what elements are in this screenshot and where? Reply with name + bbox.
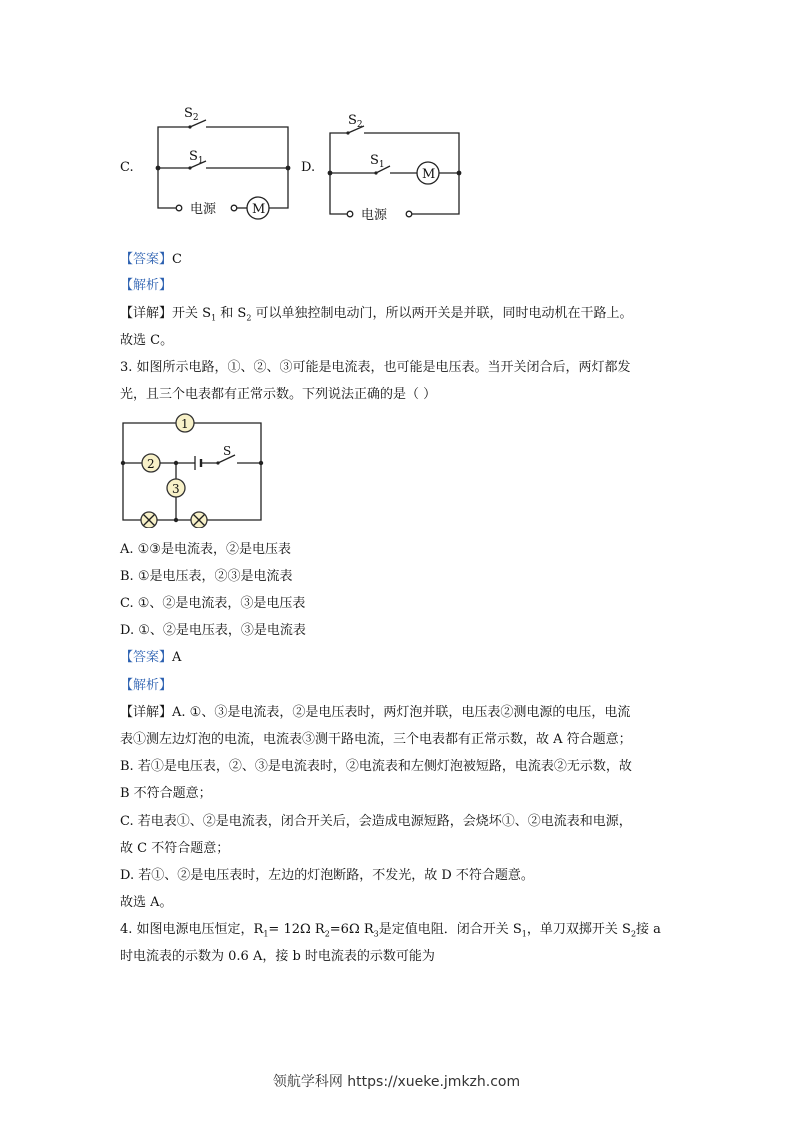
s1-label: $S_1$ bbox=[370, 153, 385, 170]
power-label: 电源 bbox=[361, 208, 388, 220]
q3-option-d: D. ①、②是电压表，③是电流表 bbox=[120, 623, 306, 638]
s1-label: $S_1$ bbox=[189, 149, 204, 166]
q3-detail-line: 故 C 不符合题意； bbox=[120, 841, 230, 856]
page-footer: 领航学科网 https://xueke.jmkzh.com bbox=[272, 1074, 521, 1090]
q4-stem-line: 时电流表的示数为 0.6 A，接 b 时电流表的示数可能为 bbox=[120, 949, 435, 964]
q3-detail-line: B. 若①是电压表，②、③是电流表时，②电流表和左侧灯泡被短路，电流表②无示数，故 bbox=[120, 759, 632, 774]
q3-detail-line: 【详解】A. ①、③是电流表，②是电压表时，两灯泡并联，电压表②测电源的电压，电流 bbox=[120, 705, 631, 720]
q3-stem-line: 3. 如图所示电路，①、②、③可能是电流表，也可能是电压表。当开关闭合后，两灯都发 bbox=[120, 360, 631, 375]
circuit-d-diagram bbox=[324, 110, 469, 220]
q3-option-b: B. ①是电压表，②③是电流表 bbox=[120, 569, 293, 584]
power-terminal bbox=[347, 211, 353, 217]
q2-analysis-tag: 【解析】 bbox=[120, 278, 173, 293]
circuit-c-diagram bbox=[150, 100, 295, 220]
s2-label: $S_2$ bbox=[184, 106, 199, 123]
motor-label: M bbox=[422, 167, 436, 182]
q2-answer: 【答案】C bbox=[120, 252, 182, 267]
q3-detail-line: D. 若①、②是电压表时，左边的灯泡断路，不发光，故 D 不符合题意。 bbox=[120, 868, 534, 883]
meter-1-label: 1 bbox=[181, 417, 189, 431]
q3-detail-line: 表①测左边灯泡的电流，电流表③测干路电流，三个电表都有正常示数，故 A 符合题意； bbox=[120, 732, 632, 747]
q3-analysis-tag: 【解析】 bbox=[120, 678, 173, 693]
q3-option-a: A. ①③是电流表，②是电压表 bbox=[120, 542, 291, 557]
s2-label: $S_2$ bbox=[348, 113, 363, 130]
q3-stem-line: 光，且三个电表都有正常示数。下列说法正确的是（ ） bbox=[120, 387, 437, 402]
option-d-label: D. bbox=[301, 160, 316, 175]
switch-label: S bbox=[223, 444, 232, 458]
q3-option-c: C. ①、②是电流表，③是电压表 bbox=[120, 596, 306, 611]
q2-conclusion: 故选 C。 bbox=[120, 333, 174, 348]
q3-detail-line: B 不符合题意； bbox=[120, 786, 212, 801]
power-terminal bbox=[406, 211, 412, 217]
q2-detail: 【详解】开关 $S_1$ 和 $S_2$ 可以单独控制电动门，所以两开关是并联，同时电动机在干路上。 bbox=[120, 306, 633, 323]
q3-circuit-diagram bbox=[115, 410, 270, 528]
q3-detail-line: C. 若电表①、②是电流表，闭合开关后，会造成电源短路，会烧坏①、②电流表和电源， bbox=[120, 814, 632, 829]
q3-answer: 【答案】A bbox=[120, 650, 182, 665]
q4-stem-line: 4. 如图电源电压恒定，$R_1= 12\Omega$ $R_2=6\Omega$ $R_3$是定值电阻．闭合开关 $S_1$，单刀双掷开关 $S_2$接 a bbox=[120, 922, 661, 939]
meter-2-label: 2 bbox=[147, 457, 155, 471]
power-terminal bbox=[231, 205, 237, 211]
motor-label: M bbox=[252, 202, 266, 217]
q3-conclusion: 故选 A。 bbox=[120, 895, 173, 910]
option-c-label: C. bbox=[120, 160, 134, 175]
power-label: 电源 bbox=[190, 202, 217, 217]
power-terminal bbox=[176, 205, 182, 211]
meter-3-label: 3 bbox=[172, 482, 180, 496]
